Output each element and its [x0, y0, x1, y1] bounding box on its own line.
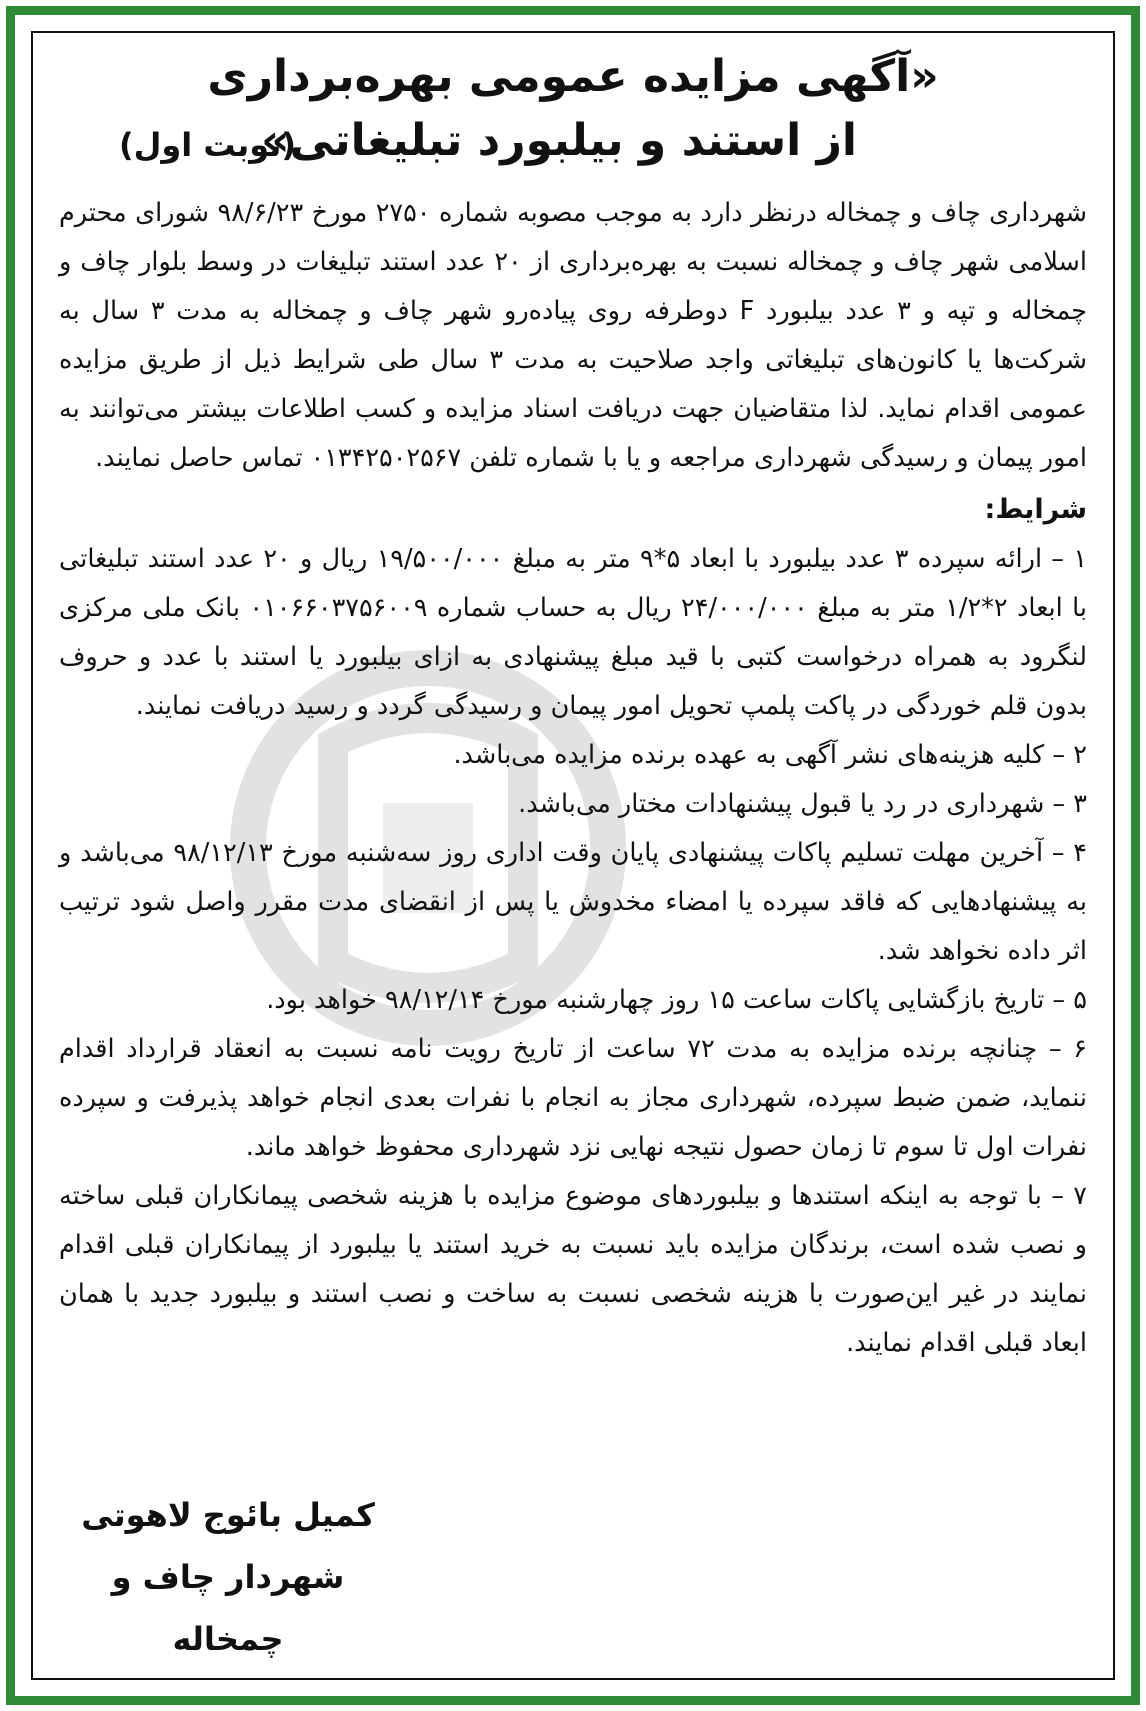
ad-title-line2-row — [59, 109, 1087, 181]
signature-block — [63, 1484, 393, 1670]
condition-item-6: ۶ – چنانچه برنده مزایده به مدت ۷۲ ساعت از تاریخ رویت نامه نسبت به انعقاد قرارداد اقدام ننماید، ضمن ضبط سپرده، شهرداری مجاز به انجام با نفرات بعدی انجام خواهد پذیرفت و سپرده نفرات اول تا سوم تا زمان حصول نتیجه نهایی نزد شهرداری محفوظ خواهد ماند. — [59, 1034, 1087, 1162]
condition-item-2: ۲ – کلیه هزینه‌های نشر آگهی به عهده برنده مزایده می‌باشد. — [453, 740, 1087, 770]
ad-frame — [6, 6, 1140, 1705]
intro-paragraph: شهرداری چاف و چمخاله درنظر دارد به موجب مصوبه شماره ۲۷۵۰ مورخ ۹۸/۶/۲۳ شورای محترم اسلامی شهر چاف و چمخاله نسبت به بهره‌برداری از ۲۰ عدد استند تبلیغات در وسط بلوار چاف و چمخاله و تپه و ۳ عدد بیلبورد F دوطرفه روی پیاده‌رو شهر چاف و چمخاله به مدت ۳ سال به شرکت‌ها یا کانون‌های تبلیغاتی واجد صلاحیت به مدت ۳ سال طی شرایط ذیل از طریق مزایده عمومی اقدام نماید. لذا متقاضیان جهت دریافت اسناد مزایده و کسب اطلاعات بیشتر می‌توانند به امور پیمان و رسیدگی شهرداری مراجعه و یا با شماره تلفن ۰۱۳۴۲۵۰۲۵۶۷ تماس حاصل نمایند. — [59, 198, 1088, 473]
conditions-heading: شرایط: — [984, 494, 1087, 525]
signatory-position: شهردار چاف و چمخاله — [111, 1558, 345, 1658]
condition-item-1: ۱ – ارائه سپرده ۳ عدد بیلبورد با ابعاد ۵*۹ متر به مبلغ ۱۹/۵۰۰/۰۰۰ ریال و ۲۰ عدد استند تبلیغاتی با ابعاد ۲*۱/۲ متر به مبلغ ۲۴/۰۰۰/۰۰۰ ریال به حساب شماره ۰۱۰۶۶۰۳۷۵۶۰۰۹ بانک ملی مرکزی لنگرود به همراه درخواست کتبی با قید مبلغ پیشنهادی به ازای بیلبورد یا استند با عدد و حروف بدون قلم خوردگی در پاکت پلمپ تحویل امور پیمان و رسیدگی گردد و رسید دریافت نمایند. — [59, 544, 1088, 721]
ad-title-line2: از استند و بیلبورد تبلیغاتی» — [261, 115, 857, 166]
ad-content — [31, 31, 1115, 1680]
condition-item-3: ۳ – شهرداری در رد یا قبول پیشنهادات مختار می‌باشد. — [518, 789, 1087, 819]
condition-item-5: ۵ – تاریخ بازگشایی پاکات ساعت ۱۵ روز چهارشنبه مورخ ۹۸/۱۲/۱۴ خواهد بود. — [266, 985, 1087, 1015]
publication-turn: (نوبت اول) — [119, 126, 296, 164]
condition-item-7: ۷ – با توجه به اینکه استندها و بیلبوردهای موضوع مزایده با هزینه شخصی پیمانکاران قبلی ساخته و نصب شده است، برندگان مزایده باید نسبت به خرید استند یا بیلبورد از پیمانکاران قبلی اقدام نمایند در غیر این‌صورت با هزینه شخصی نسبت به ساخت و نصب استند و بیلبورد جدید با همان ابعاد قبلی اقدام نمایند. — [59, 1181, 1087, 1358]
condition-item-4: ۴ – آخرین مهلت تسلیم پاکات پیشنهادی پایان وقت اداری روز سه‌شنبه مورخ ۹۸/۱۲/۱۳ می‌باشد و به پیشنهادهایی که فاقد سپرده یا امضاء مخدوش یا پس از انقضای مدت مقرر واصل شود ترتیب اثر داده نخواهد شد. — [59, 838, 1087, 966]
signatory-name: کمیل بائوج لاهوتی — [81, 1496, 375, 1534]
ad-title-line1: «آگهی مزایده عمومی بهره‌برداری — [207, 51, 939, 102]
